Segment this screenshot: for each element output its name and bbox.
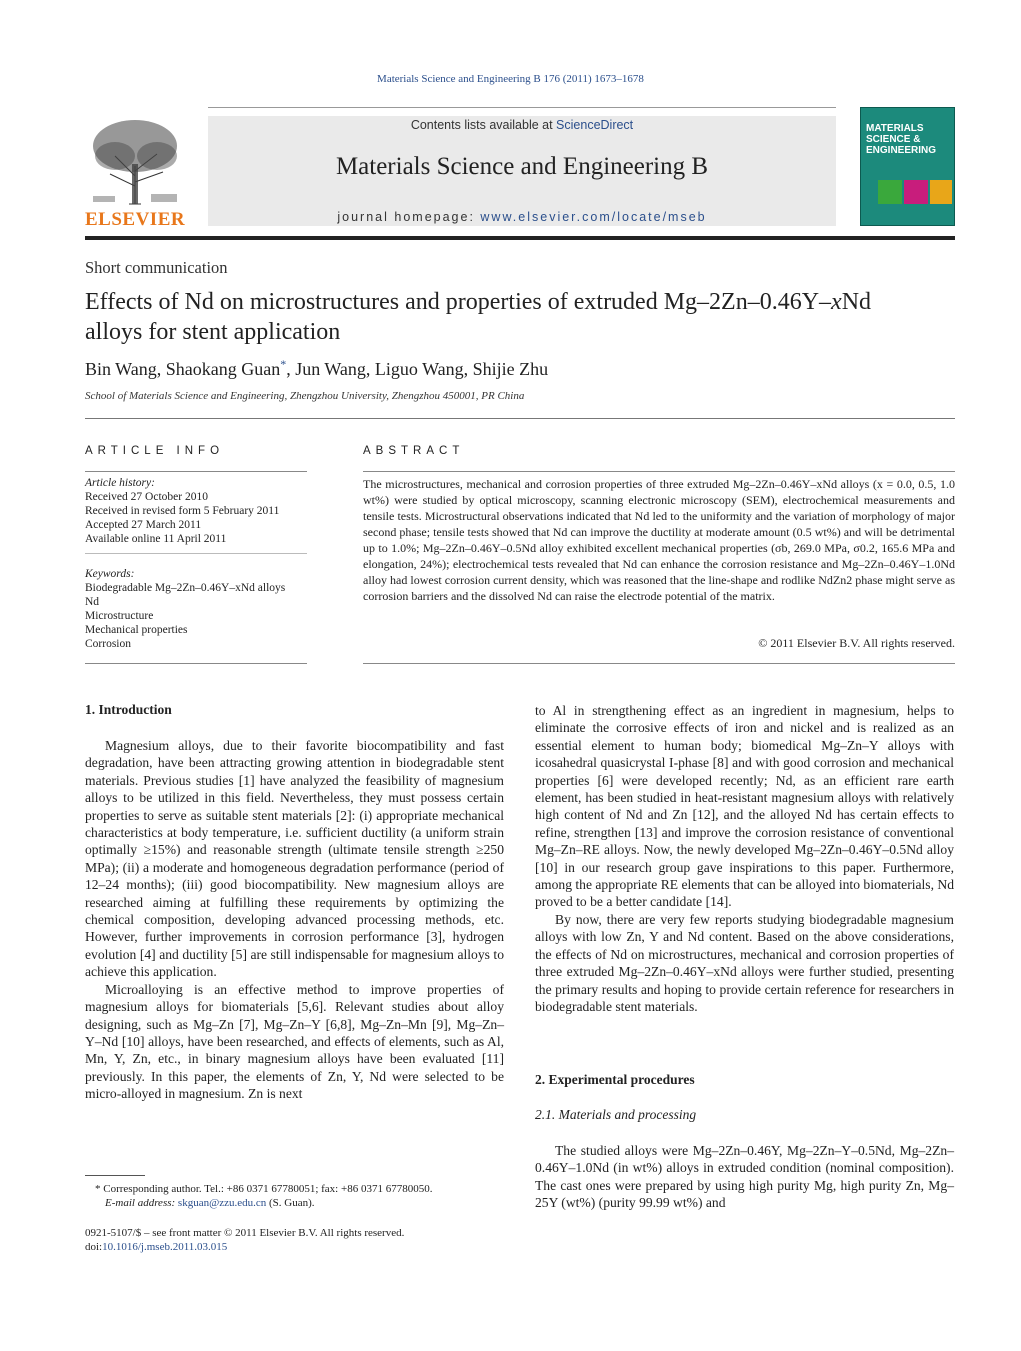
cover-image-orange (930, 180, 952, 204)
article-info-bottom-rule (85, 663, 307, 664)
abstract-text: The microstructures, mechanical and corrosion properties of three extruded Mg–2Zn–0.46Y–xNd alloys (x = 0.0, 0.5, 1.0 wt%) were studied by optical microscopy, scanning electronic microscopy (SEM), electrochemical measurements and tensile tests. Microstructural observations indicated that Nd led to the uniformity and the variation of morphology of major second phase; tensile tests showed that Nd can improve the ductility at moderate amount (0.5 wt%) and will be detrimental up to 1.0%; Mg–2Zn–0.46Y–0.5Nd alloy exhibited excellent mechanical properties (σb, 269.0 MPa, σ0.2, 165.6 MPa and elongation, 24%); electrochemical tests revealed that Nd can enhance the corrosion resistance and Mg–2Zn–0.46Y–1.0Nd alloy had lowest corrosion current density, which was reasoned that the line-shape and rodlike NdZn2 phase might serve as corrosion barriers and the dissolved Nd can raise the electrode potential of the matrix. (363, 477, 955, 603)
elsevier-wordmark: ELSEVIER (85, 209, 186, 230)
abstract-rule (363, 471, 955, 472)
email-suffix: (S. Guan). (266, 1197, 315, 1209)
footnote-rule (85, 1175, 145, 1176)
title-line2: alloys for stent application (85, 319, 341, 345)
keyword-item: Corrosion (85, 638, 131, 650)
article-info-rule (85, 471, 307, 472)
affiliation-rule (85, 418, 955, 419)
header-top-rule (208, 107, 836, 108)
paper-title (85, 287, 965, 347)
keyword-item: Microstructure (85, 610, 154, 622)
materials-paragraph-1: The studied alloys were Mg–2Zn–0.46Y, Mg–2Zn–Y–0.5Nd, Mg–2Zn–0.46Y–1.0Nd (in wt%) alloys in extruded condition (nominal composition). The cast ones were prepared by using high purity Mg, high purity Zn, Mg–25Y (wt%) (purity 99.99 wt%) and (535, 1143, 954, 1211)
journal-title: Materials Science and Engineering B (335, 153, 709, 180)
introduction-heading: 1. Introduction (85, 702, 172, 717)
keywords-label: Keywords: (85, 568, 135, 580)
corresponding-author-mark[interactable]: * (280, 357, 287, 371)
doi-link[interactable]: 10.1016/j.mseb.2011.03.015 (102, 1241, 228, 1253)
history-online: Available online 11 April 2011 (85, 533, 227, 545)
materials-subheading: 2.1. Materials and processing (535, 1107, 697, 1122)
footnote (85, 1182, 504, 1210)
title-line1-end: Nd (841, 289, 872, 315)
intro-paragraph-1: Magnesium alloys, due to their favorite biocompatibility and fast degradation, have been attracting growing attention in biodegradable stent materials. Previous studies [1] have analyzed the feasibility of magnesium alloys to be utilized in this field. Nevertheless, they must possess certain properties to serve as suitable stent materials [2]: (i) appropriate mechanical characteristics at body temperature, i.e. sufficient ductility (a uniform strain optimally ≥15%) and reasonable strength (ultimate tensile strength ≥250 MPa); (ii) a moderate and homogeneous degradation performance (period of 12–24 months); (iii) good biocompatibility. New magnesium alloys are researched aiming at fulfilling these requirements by optimizing the chemical composition, developing advanced processing methods, etc. However, further improvements in corrosion performance [3], hydrogen evolution [4] and ductility [5] are still indispensable for magnesium alloys to achieve this application. (85, 738, 504, 980)
keyword-item: Mechanical properties (85, 624, 188, 636)
history-revised: Received in revised form 5 February 2011 (85, 505, 280, 517)
issn-block (85, 1226, 504, 1254)
affiliation: School of Materials Science and Engineering, Zhengzhou University, Zhengzhou 450001, PR China (85, 390, 525, 402)
authors-part-b[interactable]: , Jun Wang, Liguo Wang, Shijie Zhu (286, 359, 549, 379)
article-history (85, 476, 307, 546)
abstract-heading: ABSTRACT (363, 445, 465, 457)
right-paragraph-1: to Al in strengthening effect as an ingredient in magnesium, helps to eliminate the corrosive effects of iron and nickel and is realized as an essential element to human body; biomedical Mg–Zn–Y alloys with icosahedral quasicrystal I-phase [8] and with good corrosion and mechanical properties [6] were developed recently; Nd, as an efficient rare earth element, has been studied in heat-resistant magnesium alloys with relatively high content of Nd and Zn [12], and the alloyed Nd has certain effects to refine, strengthen [13] and improve the corrosion resistance of conventional Mg–Zn–RE alloys. Now, the newly developed Mg–2Zn–0.46Y–0.5Nd alloy [10] in our research group gave inspirations to this paper. Furthermore, among the appropriate RE elements that can be alloyed into biomaterials, Nd proved to be a better candidate [14]. (535, 703, 955, 910)
right-column-body (535, 702, 954, 1015)
author-list (85, 357, 548, 380)
right-paragraph-2: By now, there are very few reports studying biodegradable magnesium alloys with low Zn, Y and Nd content. Based on the above considerations, the effects of Nd on microstructures, mechanical and corrosion properties of three extruded Mg–2Zn–0.46Y–xNd alloys were further studied, presenting the primary results and hoping to provide certain reference for researchers in biodegradable stent materials. (535, 911, 954, 1014)
keyword-item: Biodegradable Mg–2Zn–0.46Y–xNd alloys (85, 582, 286, 594)
authors-part-a[interactable]: Bin Wang, Shaokang Guan (85, 359, 281, 379)
cover-image-magenta (904, 180, 928, 204)
keyword-item: Nd (85, 596, 100, 608)
contents-prefix: Contents lists available at (410, 118, 557, 132)
materials-body (535, 1142, 954, 1212)
abstract-bottom-rule (363, 663, 955, 664)
contents-line (208, 118, 836, 132)
homepage-link[interactable]: www.elsevier.com/locate/mseb (480, 210, 707, 224)
email-link[interactable]: skguan@zzu.edu.cn (177, 1197, 267, 1209)
homepage-prefix: journal homepage: (337, 210, 481, 224)
article-info-heading: ARTICLE INFO (85, 445, 225, 457)
issn-line: 0921-5107/$ – see front matter © 2011 Elsevier B.V. All rights reserved. (85, 1227, 405, 1239)
header-thick-rule (85, 236, 955, 240)
journal-homepage (208, 210, 836, 224)
cover-image-green (878, 180, 902, 204)
history-received: Received 27 October 2010 (85, 491, 208, 503)
intro-paragraph-2: Microalloying is an effective method to improve properties of magnesium alloys for biomaterials [5,6]. Relevant studies about alloy designing, such as Mg–Zn [7], Mg–Zn–Y [6,8], Mg–Zn–Mn [9], Mg–Zn–Y–Nd [10] alloys, have been researched, and effects of elements, such as Al, Mn, Y, Zn, etc., in binary magnesium alloys have been evaluated [11] previously. In this paper, the elements of Zn, Y, Nd were selected to be micro-alloyed in magnesium. Zn is next (85, 981, 504, 1102)
title-line1: Effects of Nd on microstructures and properties of extruded Mg–2Zn–0.46Y– (85, 289, 832, 315)
email-label: E-mail address: (105, 1197, 178, 1209)
introduction-body (85, 737, 504, 1103)
article-type: Short communication (85, 258, 228, 277)
keywords (85, 567, 307, 651)
title-x: x (831, 289, 842, 315)
journal-citation[interactable]: Materials Science and Engineering B 176 (2011) 1673–1678 (377, 73, 644, 85)
abstract-copyright: © 2011 Elsevier B.V. All rights reserved. (758, 636, 955, 650)
footnote-star: * (95, 1183, 101, 1195)
sciencedirect-link[interactable]: ScienceDirect (556, 118, 634, 132)
keywords-rule (85, 553, 307, 554)
doi-prefix: doi: (85, 1241, 103, 1253)
history-label: Article history: (85, 477, 155, 489)
footnote-text: Corresponding author. Tel.: +86 0371 67780051; fax: +86 0371 67780050. (100, 1183, 433, 1195)
cover-title: MATERIALS SCIENCE & ENGINEERING (866, 123, 937, 156)
experimental-heading: 2. Experimental procedures (535, 1072, 695, 1087)
history-accepted: Accepted 27 March 2011 (85, 519, 202, 531)
